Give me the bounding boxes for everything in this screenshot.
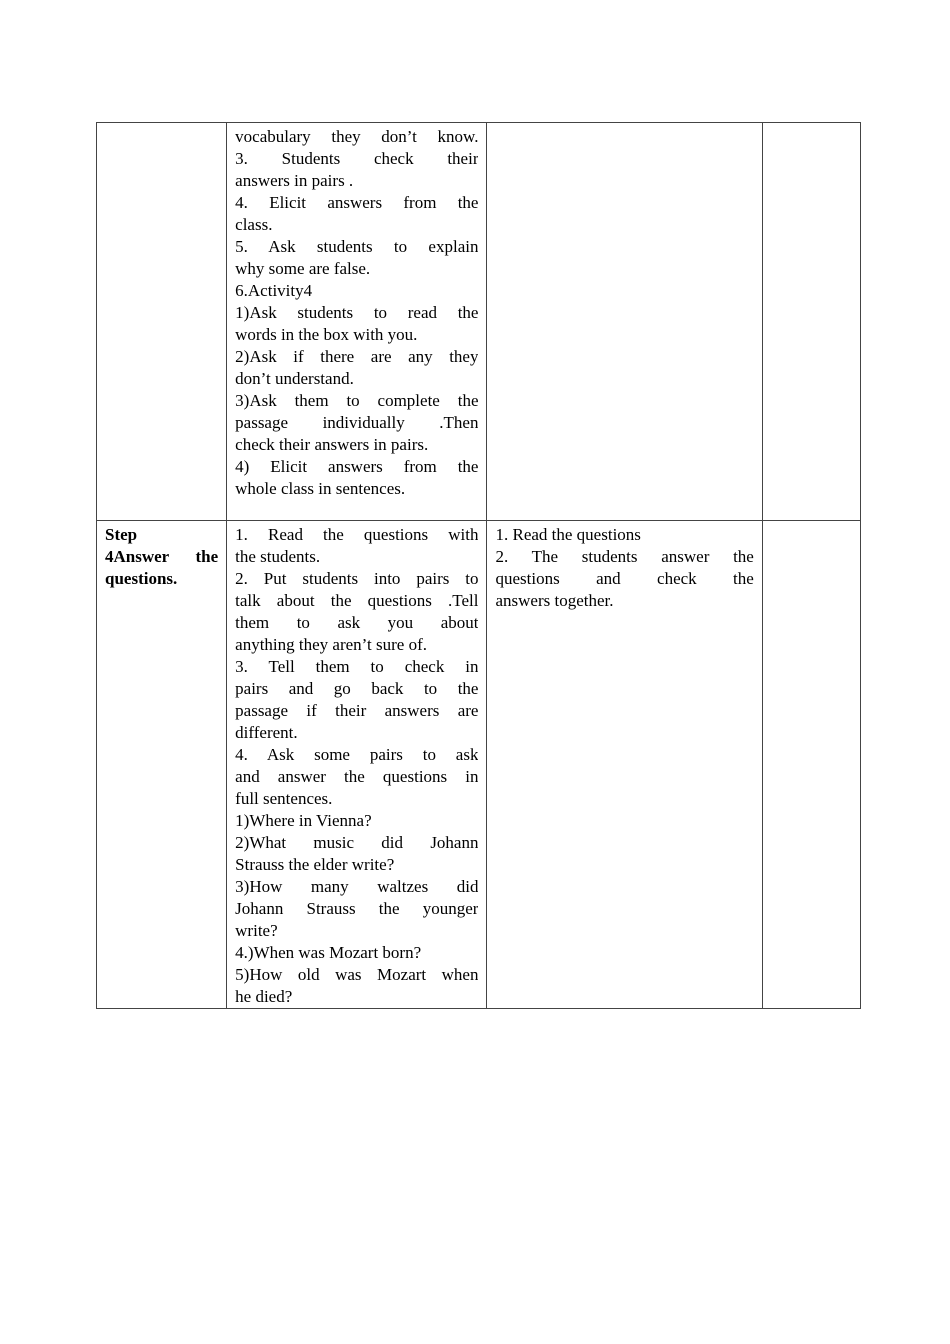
- text-line: 1. Read the questions with: [235, 525, 479, 544]
- text-line: check their answers in pairs.: [235, 435, 429, 454]
- text-line: vocabulary they don’t know.: [235, 127, 479, 146]
- text-line: 2)What music did Johann: [235, 833, 479, 852]
- text-line: answers in pairs .: [235, 171, 354, 190]
- text-line: 6.Activity4: [235, 281, 313, 300]
- student-activity-cell: [487, 521, 762, 1009]
- text-line: 5. Ask students to explain: [235, 237, 479, 256]
- text-line: answers together.: [495, 591, 614, 610]
- student-activity-cell: [487, 123, 762, 521]
- text-line: passage if their answers are: [235, 701, 479, 720]
- text-line: the students.: [235, 547, 321, 566]
- text-line: and answer the questions in: [235, 767, 479, 786]
- text-line: anything they aren’t sure of.: [235, 635, 427, 654]
- text-line: 4) Elicit answers from the: [235, 457, 479, 476]
- text-line: 3. Tell them to check in: [235, 657, 479, 676]
- teacher-activity-cell: [227, 123, 487, 521]
- text-line: 2. Put students into pairs to: [235, 569, 479, 588]
- notes-cell: [762, 123, 860, 521]
- table-row: [97, 521, 861, 1009]
- text-line: Johann Strauss the younger: [235, 899, 479, 918]
- step-cell: [97, 123, 227, 521]
- step-title-line: Step: [105, 525, 138, 544]
- step-title-line: questions.: [105, 569, 178, 588]
- text-line: questions and check the: [495, 569, 754, 588]
- text-line: 3)How many waltzes did: [235, 877, 479, 896]
- teacher-activity-cell: [227, 521, 487, 1009]
- text-line: different.: [235, 723, 298, 742]
- text-line: 2)Ask if there are any they: [235, 347, 479, 366]
- text-line: full sentences.: [235, 789, 333, 808]
- step-title-line: 4Answer the: [105, 547, 219, 566]
- text-line: 1)Ask students to read the: [235, 303, 479, 322]
- text-line: 3)Ask them to complete the: [235, 391, 479, 410]
- text-line: he died?: [235, 987, 293, 1006]
- text-line: pairs and go back to the: [235, 679, 479, 698]
- text-line: talk about the questions .Tell: [235, 591, 479, 610]
- text-line: 2. The students answer the: [495, 547, 754, 566]
- notes-cell: [762, 521, 860, 1009]
- text-line: 3. Students check their: [235, 149, 479, 168]
- text-line: 4.)When was Mozart born?: [235, 943, 422, 962]
- text-line: 4. Ask some pairs to ask: [235, 745, 479, 764]
- text-line: write?: [235, 921, 278, 940]
- step-cell: [97, 521, 227, 1009]
- text-line: Strauss the elder write?: [235, 855, 395, 874]
- text-line: why some are false.: [235, 259, 371, 278]
- text-line: whole class in sentences.: [235, 479, 406, 498]
- table-row: [97, 123, 861, 521]
- text-line: 1)Where in Vienna?: [235, 811, 372, 830]
- text-line: 4. Elicit answers from the: [235, 193, 479, 212]
- lesson-plan-table: [96, 122, 861, 1009]
- text-line: don’t understand.: [235, 369, 354, 388]
- text-line: passage individually .Then: [235, 413, 479, 432]
- text-line: words in the box with you.: [235, 325, 418, 344]
- text-line: 1. Read the questions: [495, 525, 641, 544]
- text-line: them to ask you about: [235, 613, 479, 632]
- text-line: class.: [235, 215, 273, 234]
- text-line: 5)How old was Mozart when: [235, 965, 479, 984]
